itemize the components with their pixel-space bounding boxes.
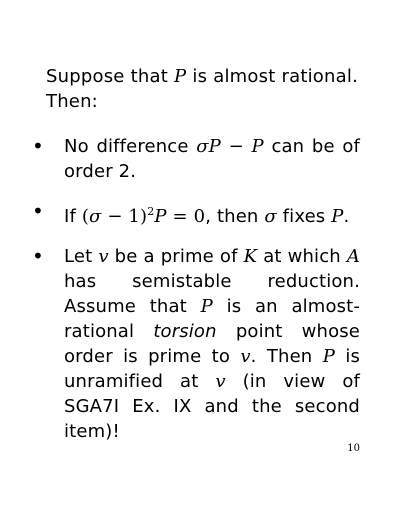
- math-v: v: [215, 371, 226, 392]
- bullet-marker: •: [32, 244, 44, 268]
- math-P: P: [174, 66, 187, 87]
- math-P: P: [331, 206, 344, 227]
- bullet-marker: •: [32, 134, 44, 158]
- math-minus: −: [228, 136, 244, 157]
- intro-line-2: Then:: [46, 91, 98, 112]
- bullet-item-1: [30, 134, 360, 184]
- bullet-text-3: Let v be a prime of K at which A has semistable reduction. Assume that P is an almost-rational torsion point whose order is prime to v. Then P is unramified at v (in view of SGA7I Ex. IX and the second item)!: [64, 246, 361, 442]
- math-sigma: σ: [264, 206, 277, 227]
- bullet-list: [30, 134, 360, 444]
- math-P: P: [251, 136, 264, 157]
- math-P: P: [322, 346, 335, 367]
- math-sigmaP-minus-P: σP: [196, 136, 221, 157]
- emphasis-torsion: torsion: [153, 321, 217, 342]
- math-v: v: [240, 346, 251, 367]
- bullet-item-3: [30, 244, 360, 444]
- math-A: A: [346, 246, 360, 267]
- math-v: v: [98, 246, 109, 267]
- bullet-text-1: No difference σP − P can be of order 2.: [64, 136, 361, 182]
- page-number: 10: [347, 443, 360, 454]
- bullet-text-2: If $(\sigma - 1)^2P = 0$, then σ fixes P.: [64, 205, 350, 227]
- math-P: P: [200, 296, 213, 317]
- intro-line-1: Suppose that P is almost rational.: [46, 66, 358, 87]
- math-expression: $(\sigma - 1)^2P = 0$: [81, 205, 206, 227]
- math-K: K: [243, 246, 258, 267]
- intro-paragraph: [46, 64, 358, 114]
- bullet-marker: •: [32, 199, 44, 223]
- bullet-item-2: [30, 199, 360, 229]
